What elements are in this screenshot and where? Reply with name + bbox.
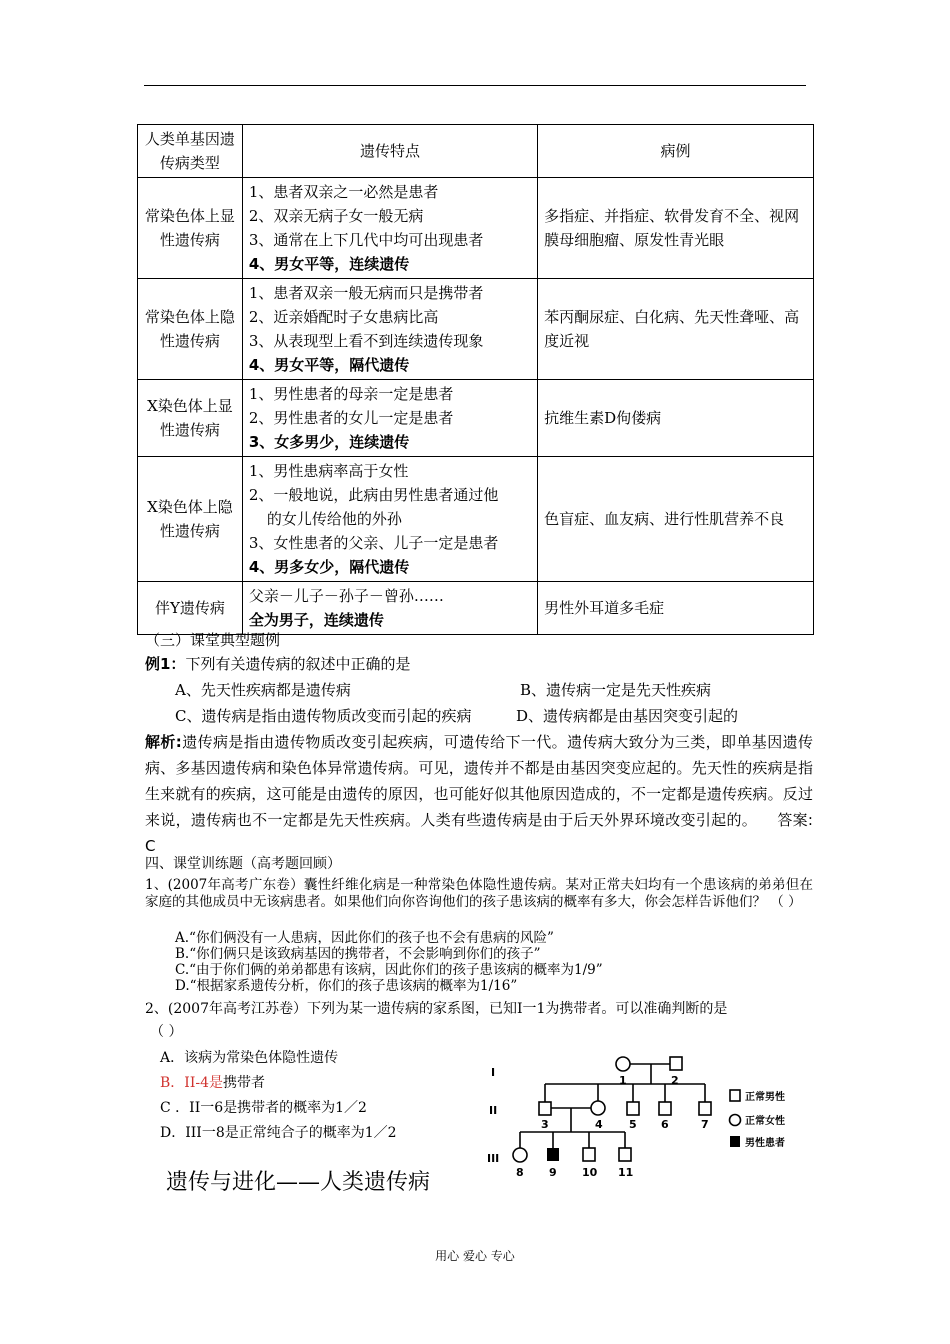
legend-male-label: 正常男性 — [745, 1092, 785, 1103]
row-features — [242, 457, 537, 582]
table-row — [138, 279, 814, 380]
feature-summary: 4、男多女少，隔代遗传 — [248, 558, 410, 576]
q2-paren: （ ） — [150, 1024, 183, 1040]
pedigree-diagram — [485, 1048, 805, 1183]
pedigree-female-4 — [591, 1101, 605, 1115]
pedigree-male-6 — [659, 1102, 671, 1115]
row-type: 伴Y遗传病 — [138, 582, 243, 635]
num-9: 9 — [549, 1166, 557, 1179]
feature-line: 3、女性患者的父亲、儿子一定是患者 — [248, 534, 499, 552]
pedigree-affected-male-9 — [547, 1148, 559, 1161]
q1-option-c: C.“由于你们俩的弟弟都患有该病，因此你们的孩子患该病的概率为1/9” — [175, 962, 603, 978]
pedigree-male-3 — [539, 1102, 551, 1115]
analysis-paragraph — [145, 729, 813, 859]
feature-line: 的女儿传给他的外孙 — [266, 510, 402, 528]
pedigree-male-7 — [699, 1102, 711, 1115]
num-7: 7 — [701, 1118, 709, 1131]
q2-text: 2、(2007年高考江苏卷）下列为某一遗传病的家系图，已知I一1为携带者。可以准确判断的是 — [145, 1001, 728, 1017]
row-examples: 男性外耳道多毛症 — [538, 582, 814, 635]
num-10: 10 — [582, 1166, 598, 1179]
legend-affected-icon — [730, 1136, 740, 1147]
num-6: 6 — [661, 1118, 669, 1131]
num-5: 5 — [629, 1118, 637, 1131]
q2-option-a: A．该病为常染色体隐性遗传 — [160, 1050, 339, 1066]
feature-summary: 全为男子，连续遗传 — [248, 611, 384, 629]
legend-female-icon — [730, 1115, 741, 1126]
legend-affected-label: 男性患者 — [745, 1138, 785, 1149]
legend-male-icon — [730, 1090, 740, 1101]
feature-line: 2、近亲婚配时子女患病比高 — [248, 308, 439, 326]
feature-line: 2、双亲无病子女一般无病 — [248, 207, 424, 225]
option-d: D、遗传病都是由基因突变引起的 — [516, 707, 739, 725]
row-examples: 抗维生素D佝偻病 — [538, 380, 814, 457]
option-b: B、遗传病一定是先天性疾病 — [520, 681, 712, 699]
pedigree-male-2 — [670, 1057, 682, 1070]
feature-line: 3、从表现型上看不到连续遗传现象 — [248, 332, 484, 350]
example-question — [145, 652, 410, 676]
feature-line: 1、男性患病率高于女性 — [248, 462, 409, 480]
example-question-text: 下列有关遗传病的叙述中正确的是 — [185, 655, 411, 673]
analysis-text: 遗传病是指由遗传物质改变引起疾病，可遗传给下一代。遗传病大致分为三类，即单基因遗传病、多基因遗传病和染色体异常遗传病。可见，遗传并不都是由基因突变应起的。先天性的疾病是指生来就有的疾病，这可能是由遗传的原因，也可能好似其他原因造成的，不一定都是遗传疾病。反过来说，遗传病也不一定都是先天性疾病。人类有些遗传病是由于后天外界环境改变引起的。 — [145, 733, 813, 829]
row-examples: 多指症、并指症、软骨发育不全、视网膜母细胞瘤、原发性青光眼 — [538, 178, 814, 279]
row-features — [242, 178, 537, 279]
pedigree-female-8 — [513, 1148, 527, 1162]
q2-option-b — [160, 1071, 265, 1095]
num-2: 2 — [671, 1074, 679, 1087]
gen-label-2: II — [489, 1104, 498, 1117]
q2-option-b-red: B．II-4是 — [160, 1075, 223, 1091]
row-features — [242, 279, 537, 380]
header-rule — [144, 85, 806, 86]
row-type: X染色体上显性遗传病 — [138, 380, 243, 457]
table-row — [138, 582, 814, 635]
num-4: 4 — [595, 1118, 603, 1131]
section3-title: （三）课堂典型题例 — [145, 631, 281, 649]
section4-title: 四、课堂训练题（高考题回顾） — [145, 856, 341, 872]
q1-text: 1、(2007年高考广东卷）囊性纤维化病是一种常染色体隐性遗传病。某对正常夫妇均有一个患该病的弟弟但在家庭的其他成员中无该病患者。如果他们向你咨询他们的孩子患该病的概率有多大，你会怎样告诉他们？ （ ） — [145, 877, 813, 910]
q1-option-b: B.“你们俩只是该致病基因的携带者，不会影响到你们的孩子” — [175, 946, 541, 962]
feature-summary: 4、男女平等，隔代遗传 — [248, 356, 410, 374]
feature-line: 2、男性患者的女儿一定是患者 — [248, 409, 454, 427]
num-1: 1 — [619, 1074, 627, 1087]
feature-line: 3、通常在上下几代中均可出现患者 — [248, 231, 484, 249]
q1-option-a: A.“你们俩没有一人患病，因此你们的孩子也不会有患病的风险” — [175, 930, 554, 946]
num-3: 3 — [541, 1118, 549, 1131]
num-11: 11 — [618, 1166, 634, 1179]
header-type: 人类单基因遗传病类型 — [138, 125, 243, 178]
feature-line: 1、患者双亲之一必然是患者 — [248, 183, 439, 201]
row-type: 常染色体上显性遗传病 — [138, 178, 243, 279]
example-label: 例1： — [145, 655, 186, 673]
row-type: X染色体上隐性遗传病 — [138, 457, 243, 582]
header-examples: 病例 — [538, 125, 814, 178]
row-examples: 苯丙酮尿症、白化病、先天性聋哑、高度近视 — [538, 279, 814, 380]
row-examples: 色盲症、血友病、进行性肌营养不良 — [538, 457, 814, 582]
feature-line: 父亲－儿子－孙子－曾孙…… — [248, 587, 444, 605]
feature-summary: 4、男女平等，连续遗传 — [248, 255, 410, 273]
row-type: 常染色体上隐性遗传病 — [138, 279, 243, 380]
feature-summary: 3、女多男少，连续遗传 — [248, 433, 410, 451]
gen-label-3: III — [487, 1152, 500, 1165]
option-c: C、遗传病是指由遗传物质改变而引起的疾病 — [175, 707, 472, 725]
answer: 答案: C — [145, 811, 813, 855]
feature-line: 2、一般地说，此病由男性患者通过他 — [248, 486, 499, 504]
header-features: 遗传特点 — [242, 125, 537, 178]
gen-label-1: I — [491, 1066, 496, 1079]
pedigree-male-5 — [627, 1102, 639, 1115]
feature-line: 1、患者双亲一般无病而只是携带者 — [248, 284, 484, 302]
analysis-label: 解析: — [145, 733, 182, 751]
q2-option-c: C ．II一6是携带者的概率为1／2 — [160, 1100, 367, 1116]
q2-option-d: D．III一8是正常纯合子的概率为1／2 — [160, 1125, 397, 1141]
q1-option-d: D.“根据家系遗传分析，你们的孩子患该病的概率为1/16” — [175, 978, 518, 994]
inheritance-table — [137, 124, 814, 635]
pedigree-female-1 — [616, 1057, 630, 1071]
q2-option-b-rest: 携带者 — [223, 1075, 265, 1091]
row-features — [242, 582, 537, 635]
pedigree-male-11 — [619, 1148, 631, 1161]
footer: 用心 爱心 专心 — [435, 1249, 515, 1263]
table-header-row — [138, 125, 814, 178]
page-title: 遗传与进化——人类遗传病 — [166, 1170, 431, 1195]
pedigree-male-10 — [583, 1148, 595, 1161]
table-row — [138, 178, 814, 279]
table-row — [138, 380, 814, 457]
legend-female-label: 正常女性 — [745, 1116, 785, 1127]
option-a: A、先天性疾病都是遗传病 — [175, 681, 351, 699]
row-features — [242, 380, 537, 457]
table-row — [138, 457, 814, 582]
feature-line: 1、男性患者的母亲一定是患者 — [248, 385, 454, 403]
num-8: 8 — [516, 1166, 524, 1179]
